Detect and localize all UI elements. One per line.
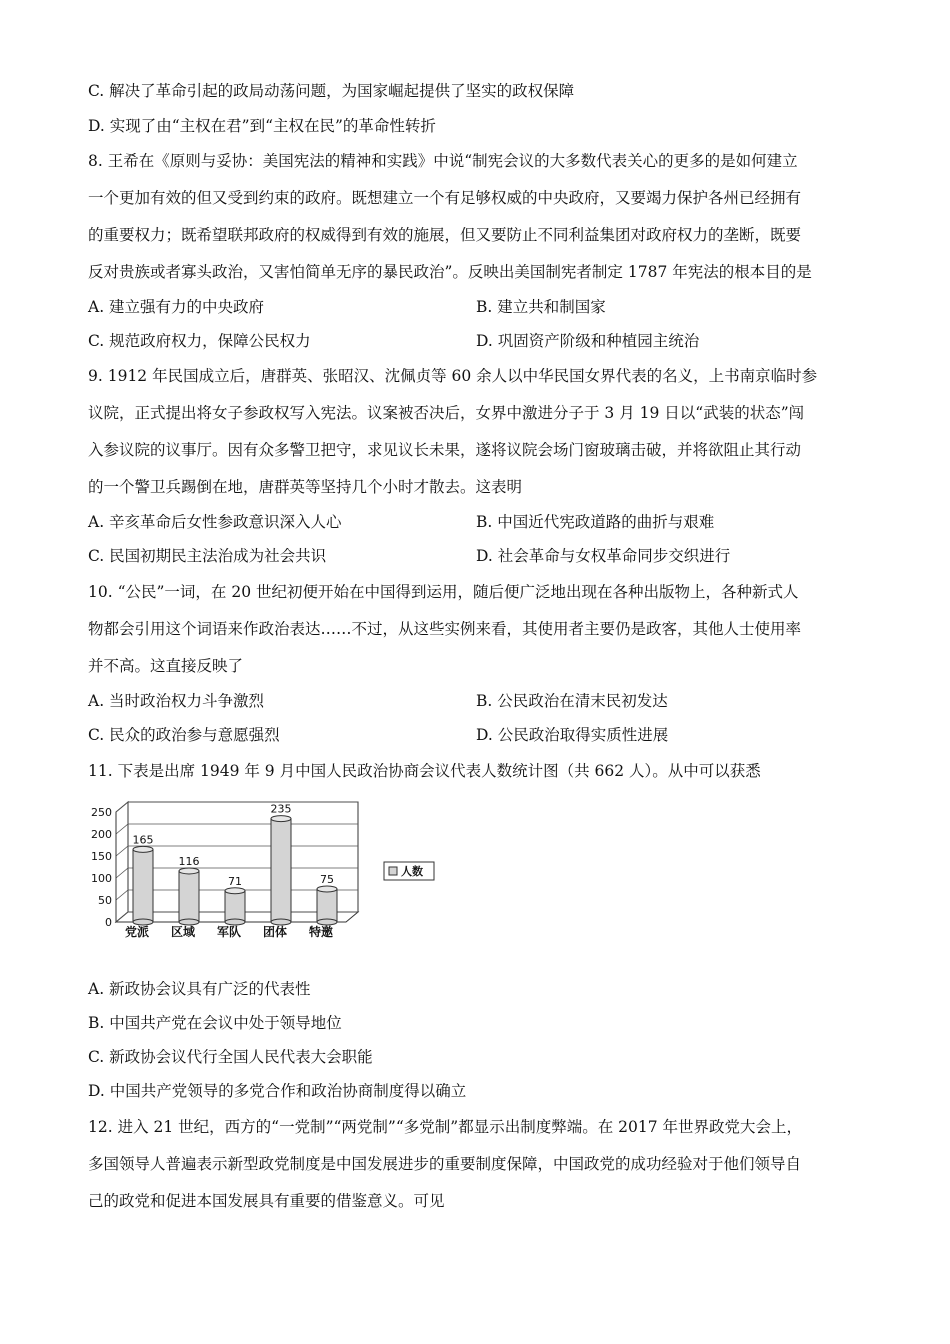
y-tick-label: 100 <box>91 872 112 885</box>
q8-option-a: A. 建立强有力的中央政府 <box>88 298 265 316</box>
category-label: 军队 <box>216 925 242 939</box>
q8-stem-2: 一个更加有效的但又受到约束的政府。既想建立一个有足够权威的中央政府，又要竭力保护各州已经拥有 <box>88 189 802 207</box>
q8-option-b: B. 建立共和制国家 <box>476 298 606 316</box>
delegates-bar-chart <box>88 790 448 950</box>
q9-option-b: B. 中国近代宪政道路的曲折与艰难 <box>476 513 715 531</box>
data-label: 116 <box>178 854 200 868</box>
q9-option-a: A. 辛亥革命后女性参政意识深入人心 <box>88 513 342 531</box>
bar-top <box>271 816 291 822</box>
bar-top <box>133 846 153 852</box>
q8-stem-3: 的重要权力；既希望联邦政府的权威得到有效的施展，但又要防止不同利益集团对政府权力的垄断，既要 <box>88 226 802 244</box>
q10-option-b: B. 公民政治在清末民初发达 <box>476 692 668 710</box>
bar <box>179 871 199 922</box>
q11-option-d: D. 中国共产党领导的多党合作和政治协商制度得以确立 <box>88 1082 467 1100</box>
q11-option-c: C. 新政协会议代行全国人民代表大会职能 <box>88 1048 373 1066</box>
line-d-prev: D. 实现了由“主权在君”到“主权在民”的革命性转折 <box>88 117 436 135</box>
category-label: 区域 <box>170 925 196 939</box>
bar-top <box>179 868 199 874</box>
q10-stem-3: 并不高。这直接反映了 <box>88 657 244 675</box>
line-c-prev: C. 解决了革命引起的政局动荡问题，为国家崛起提供了坚实的政权保障 <box>88 82 575 100</box>
category-label: 特邀 <box>308 925 334 939</box>
y-tick-label: 0 <box>105 916 112 929</box>
chart-side-wall <box>116 802 128 922</box>
bar <box>271 819 291 922</box>
q8-stem-1: 8. 王希在《原则与妥协：美国宪法的精神和实践》中说“制宪会议的大多数代表关心的更多的是如何建立 <box>88 152 798 170</box>
q8-option-c: C. 规范政府权力，保障公民权力 <box>88 332 311 350</box>
q8-stem-4: 反对贵族或者寡头政治，又害怕简单无序的暴民政治”。反映出美国制宪者制定 1787 年宪法的根本目的是 <box>88 263 812 281</box>
q12-stem-1: 12. 进入 21 世纪，西方的“一党制”“两党制”“多党制”都显示出制度弊端。在 2017 年世界政党大会上， <box>88 1118 803 1136</box>
y-tick-label: 200 <box>91 828 112 841</box>
data-label: 165 <box>132 833 154 847</box>
q9-option-d: D. 社会革命与女权革命同步交织进行 <box>476 547 731 565</box>
q12-stem-2: 多国领导人普遍表示新型政党制度是中国发展进步的重要制度保障，中国政党的成功经验对于他们领导自 <box>88 1155 802 1173</box>
q9-stem-1: 9. 1912 年民国成立后，唐群英、张昭汉、沈佩贞等 60 余人以中华民国女界代表的名义，上书南京临时参 <box>88 367 818 385</box>
data-label: 71 <box>228 874 242 888</box>
q9-stem-2: 议院，正式提出将女子参政权写入宪法。议案被否决后，女界中激进分子于 3 月 19 日以“武装的状态”闯 <box>88 404 805 422</box>
q11-option-a: A. 新政协会议具有广泛的代表性 <box>88 980 311 998</box>
bar-top <box>225 888 245 894</box>
q10-option-a: A. 当时政治权力斗争激烈 <box>88 692 265 710</box>
q10-option-c: C. 民众的政治参与意愿强烈 <box>88 726 280 744</box>
q10-option-d: D. 公民政治取得实质性进展 <box>476 726 669 744</box>
bar-top <box>317 886 337 892</box>
bar <box>225 891 245 922</box>
q10-stem-1: 10. “公民”一词，在 20 世纪初便开始在中国得到运用，随后便广泛地出现在各种出版物上，各种新式人 <box>88 583 799 601</box>
legend-label: 人数 <box>401 865 423 878</box>
q10-stem-2: 物都会引用这个词语来作政治表达……不过，从这些实例来看，其使用者主要仍是政客，其他人士使用率 <box>88 620 802 638</box>
q9-stem-3: 入参议院的议事厅。因有众多警卫把守，求见议长未果，遂将议院会场门窗玻璃击破，并将欲阻止其行动 <box>88 441 802 459</box>
q8-option-d: D. 巩固资产阶级和种植园主统治 <box>476 332 700 350</box>
bar <box>317 889 337 922</box>
data-label: 75 <box>320 873 334 886</box>
data-label: 235 <box>270 802 292 816</box>
y-tick-label: 50 <box>98 894 112 907</box>
category-label: 团体 <box>262 925 288 939</box>
y-tick-label: 250 <box>91 806 112 819</box>
q12-stem-3: 己的政党和促进本国发展具有重要的借鉴意义。可见 <box>88 1192 445 1210</box>
legend-swatch <box>389 867 397 875</box>
bar <box>133 849 153 922</box>
y-tick-label: 150 <box>91 850 112 863</box>
q9-option-c: C. 民国初期民主法治成为社会共识 <box>88 547 327 565</box>
q9-stem-4: 的一个警卫兵踢倒在地，唐群英等坚持几个小时才散去。这表明 <box>88 478 523 496</box>
q11-stem: 11. 下表是出席 1949 年 9 月中国人民政治协商会议代表人数统计图（共 662 人）。从中可以获悉 <box>88 762 761 780</box>
category-label: 党派 <box>124 925 150 939</box>
q11-option-b: B. 中国共产党在会议中处于领导地位 <box>88 1014 342 1032</box>
